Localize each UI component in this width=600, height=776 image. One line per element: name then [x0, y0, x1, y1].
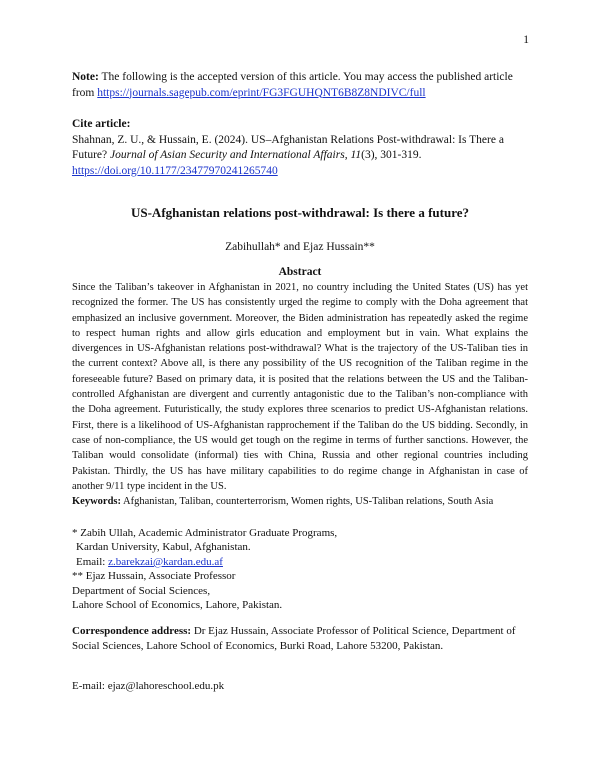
page-number: 1: [523, 34, 529, 46]
cite-issue-pages: (3), 301-319.: [361, 149, 422, 161]
affiliation2-line3: Lahore School of Economics, Lahore, Pakistan.: [72, 599, 283, 612]
affiliation1-email-link[interactable]: z.barekzai@kardan.edu.af: [108, 555, 223, 568]
note-label: Note:: [72, 71, 99, 83]
affiliation1-line2: Kardan University, Kabul, Afghanistan.: [76, 541, 251, 554]
published-article-link[interactable]: https://journals.sagepub.com/eprint/FG3FGUHQNT6B8Z8NDIVC/full: [97, 86, 426, 99]
authors: Zabihullah* and Ejaz Hussain**: [225, 241, 375, 253]
correspondence-label: Correspondence address:: [72, 625, 192, 637]
affiliation2-line2: Department of Social Sciences,: [72, 584, 211, 597]
note-text: The following is the accepted version of this article. You may access the published article from: [72, 71, 513, 99]
affiliation1-email-label: Email:: [76, 555, 109, 568]
keywords: [72, 494, 528, 510]
correspondence-text: Dr Ejaz Hussain, Associate Professor of Political Science, Department of Social Sciences, Lahore School of Economics, Burki Road, Lahore 53200, Pakistan.: [72, 625, 516, 652]
affiliation1-line1: * Zabih Ullah, Academic Administrator Graduate Programs,: [72, 527, 338, 539]
contact-email: E-mail: ejaz@lahoreschool.edu.pk: [72, 680, 225, 692]
abstract-heading: Abstract: [278, 266, 322, 278]
article-title: US-Afghanistan relations post-withdrawal: Is there a future?: [130, 205, 469, 220]
publication-note: [72, 70, 528, 101]
citation-block: [72, 117, 528, 179]
cite-heading: Cite article:: [72, 118, 131, 130]
keywords-label: Keywords:: [72, 496, 121, 507]
cite-volume: 11: [350, 149, 362, 161]
cite-journal: Journal of Asian Security and International Affairs: [110, 149, 345, 161]
affiliation2-line1: ** Ejaz Hussain, Associate Professor: [72, 570, 236, 583]
abstract-text: [72, 280, 528, 494]
affiliations: [72, 526, 528, 612]
keywords-text: Afghanistan, Taliban, counterterrorism, Women rights, US-Taliban relations, South Asia: [121, 496, 494, 507]
cite-text: Shahnan, Z. U., & Hussain, E. (2024). US–Afghanistan Relations Post-withdrawal: Is There a Future?: [72, 133, 504, 161]
doi-link[interactable]: https://doi.org/10.1177/23477970241265740: [72, 164, 278, 177]
abstract-body: Since the Taliban’s takeover in Afghanistan in 2021, no country including the United States (US) has yet recognized the former. The US has consistently urged the regime to comply with the Doha agreement that emphasized an inclusive government. Moreover, the Biden administration has repeatedly asked the regime to respect human rights and allow girls education and employment but in vain. What explains the divergences in US-Afghanistan relations post-withdrawal? What is the trajectory of the US-Taliban ties in the current context? Above all, is there any possibility of the US recognition of the Taliban regime in the foreseeable future? Based on primary data, it is posited that the relations between the US and the Taliban-controlled Afghanistan are divergent and currently antagonistic due to the Taliban’s non-compliance with the Doha agreement. Futuristically, the study explores three scenarios to predict US-Afghanistan relations. First, there is a likelihood of US-Afghanistan rapprochement if the Taliban do the US bidding. Secondly, in case of non-compliance, the US would get tough on the regime in terms of further sanctions. However, the Taliban would consolidate (informal) ties with China, Russia and other regional countries including Pakistan. Thirdly, the US has have military capabilities to do regime change in Afghanistan in case of another 9/11 type incident in the US.: [72, 282, 528, 492]
cite-sep: ,: [344, 149, 351, 161]
correspondence: [72, 624, 528, 653]
